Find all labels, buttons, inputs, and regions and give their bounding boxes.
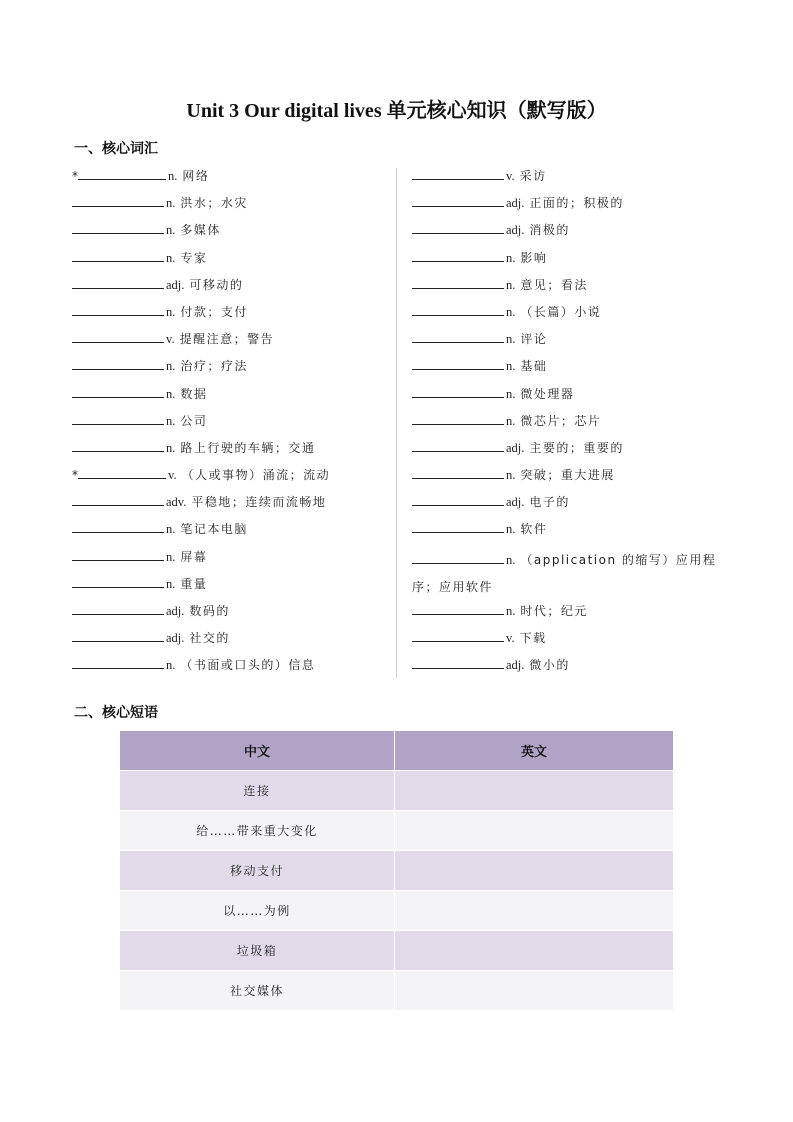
chinese-meaning: 笔记本电脑 bbox=[180, 522, 248, 537]
vocab-item bbox=[412, 356, 732, 383]
chinese-meaning: 消极的 bbox=[529, 223, 570, 238]
vocab-column-left bbox=[72, 166, 392, 683]
chinese-meaning: 可移动的 bbox=[189, 277, 244, 292]
phrase-row bbox=[120, 771, 674, 811]
chinese-meaning: 屏幕 bbox=[180, 549, 208, 564]
answer-blank[interactable] bbox=[412, 601, 504, 615]
answer-blank[interactable] bbox=[72, 356, 164, 370]
vocab-item bbox=[72, 492, 392, 519]
part-of-speech: n. bbox=[166, 304, 176, 319]
phrase-english-cell[interactable] bbox=[395, 851, 674, 891]
part-of-speech: n. bbox=[166, 223, 176, 238]
part-of-speech: n. bbox=[506, 604, 516, 619]
phrase-row bbox=[120, 811, 674, 851]
part-of-speech: n. bbox=[506, 332, 516, 347]
vocab-item bbox=[412, 465, 732, 492]
chinese-meaning: 基础 bbox=[520, 359, 548, 374]
answer-blank[interactable] bbox=[412, 465, 504, 479]
answer-blank[interactable] bbox=[72, 628, 164, 642]
part-of-speech: adj. bbox=[506, 495, 525, 510]
answer-blank[interactable] bbox=[72, 547, 164, 561]
chinese-meaning: 付款；支付 bbox=[180, 304, 248, 319]
answer-blank[interactable] bbox=[412, 220, 504, 234]
part-of-speech: adj. bbox=[166, 631, 185, 646]
vocab-item bbox=[72, 411, 392, 438]
part-of-speech: n. bbox=[168, 169, 178, 183]
answer-blank[interactable] bbox=[78, 166, 166, 180]
vocab-item bbox=[72, 248, 392, 275]
vocab-item bbox=[72, 465, 392, 492]
answer-blank[interactable] bbox=[412, 492, 504, 506]
vocab-item bbox=[412, 655, 732, 682]
vocab-item bbox=[72, 547, 392, 574]
answer-blank[interactable] bbox=[412, 248, 504, 262]
vocab-item bbox=[412, 411, 732, 438]
chinese-meaning: 社交的 bbox=[189, 631, 230, 646]
answer-blank[interactable] bbox=[78, 465, 166, 479]
vocab-item bbox=[72, 193, 392, 220]
part-of-speech: adj. bbox=[506, 440, 525, 455]
vocab-item bbox=[412, 193, 732, 220]
vocab-item bbox=[412, 220, 732, 247]
answer-blank[interactable] bbox=[72, 655, 164, 669]
answer-blank[interactable] bbox=[412, 438, 504, 452]
answer-blank[interactable] bbox=[72, 248, 164, 262]
answer-blank[interactable] bbox=[72, 574, 164, 588]
vocab-item bbox=[72, 302, 392, 329]
part-of-speech: n. bbox=[166, 196, 176, 211]
chinese-meaning: （人或事物）涌流；流动 bbox=[181, 468, 331, 483]
vocab-item bbox=[412, 519, 732, 546]
chinese-meaning: 主要的；重要的 bbox=[529, 440, 624, 455]
chinese-meaning: 洪水；水灾 bbox=[180, 196, 248, 211]
answer-blank[interactable] bbox=[412, 411, 504, 425]
header-english: 英文 bbox=[395, 731, 674, 771]
chinese-meaning: 评论 bbox=[520, 332, 548, 347]
vocab-item bbox=[412, 438, 732, 465]
part-of-speech: v. bbox=[506, 169, 515, 183]
part-of-speech: n. bbox=[166, 522, 176, 537]
vocab-item bbox=[72, 519, 392, 546]
chinese-meaning: 微小的 bbox=[529, 658, 570, 673]
answer-blank[interactable] bbox=[412, 302, 504, 316]
part-of-speech: n. bbox=[506, 386, 516, 401]
part-of-speech: n. bbox=[506, 413, 516, 428]
phrase-english-cell[interactable] bbox=[395, 891, 674, 931]
answer-blank[interactable] bbox=[412, 166, 504, 180]
phrase-chinese-cell: 连接 bbox=[120, 771, 395, 811]
vocab-item bbox=[412, 601, 732, 628]
page-title: Unit 3 Our digital lives 单元核心知识（默写版） bbox=[186, 100, 607, 122]
answer-blank[interactable] bbox=[72, 302, 164, 316]
part-of-speech: n. bbox=[166, 250, 176, 265]
vocab-item bbox=[72, 275, 392, 302]
phrase-chinese-cell: 垃圾箱 bbox=[120, 931, 395, 971]
phrase-chinese-cell: 给……带来重大变化 bbox=[120, 811, 395, 851]
answer-blank[interactable] bbox=[412, 519, 504, 533]
part-of-speech: adj. bbox=[506, 196, 525, 211]
vocab-item bbox=[412, 275, 732, 302]
vocab-item bbox=[72, 574, 392, 601]
phrase-english-cell[interactable] bbox=[395, 771, 674, 811]
part-of-speech: n. bbox=[166, 549, 176, 564]
part-of-speech: adj. bbox=[166, 277, 185, 292]
answer-blank[interactable] bbox=[72, 384, 164, 398]
part-of-speech: n. bbox=[166, 576, 176, 591]
phrase-row bbox=[120, 971, 674, 1011]
answer-blank[interactable] bbox=[72, 492, 164, 506]
answer-blank[interactable] bbox=[412, 628, 504, 642]
phrase-row bbox=[120, 931, 674, 971]
chinese-meaning: 专家 bbox=[180, 250, 208, 265]
star-marker: * bbox=[72, 468, 78, 483]
chinese-meaning: 下载 bbox=[519, 631, 547, 646]
chinese-meaning: 影响 bbox=[520, 250, 548, 265]
chinese-meaning: 多媒体 bbox=[180, 223, 221, 238]
answer-blank[interactable] bbox=[72, 193, 164, 207]
vocab-item bbox=[412, 248, 732, 275]
answer-blank[interactable] bbox=[412, 275, 504, 289]
chinese-meaning: 公司 bbox=[180, 413, 208, 428]
answer-blank[interactable] bbox=[72, 601, 164, 615]
chinese-meaning: 提醒注意；警告 bbox=[179, 332, 275, 347]
star-marker: * bbox=[72, 169, 78, 183]
answer-blank[interactable] bbox=[72, 519, 164, 533]
answer-blank[interactable] bbox=[412, 329, 504, 343]
chinese-meaning: 数码的 bbox=[189, 604, 230, 618]
chinese-meaning: 数据 bbox=[180, 386, 208, 401]
answer-blank[interactable] bbox=[412, 384, 504, 398]
part-of-speech: n. bbox=[166, 658, 176, 673]
phrase-english-cell[interactable] bbox=[395, 931, 674, 971]
answer-blank[interactable] bbox=[72, 438, 164, 452]
vocab-item bbox=[72, 655, 392, 682]
part-of-speech: v. bbox=[506, 631, 515, 646]
phrase-english-cell[interactable] bbox=[395, 971, 674, 1011]
chinese-meaning: 治疗；疗法 bbox=[180, 359, 248, 374]
answer-blank[interactable] bbox=[412, 550, 504, 564]
chinese-meaning: （application 的缩写）应用程序；应用软件 bbox=[412, 552, 717, 594]
chinese-meaning: 路上行驶的车辆；交通 bbox=[180, 440, 316, 455]
part-of-speech: n. bbox=[506, 359, 516, 374]
part-of-speech: n. bbox=[506, 277, 516, 292]
part-of-speech: adv. bbox=[166, 495, 187, 510]
phrase-table-header bbox=[120, 731, 674, 771]
phrase-row bbox=[120, 851, 674, 891]
vocab-item bbox=[72, 628, 392, 655]
part-of-speech: n. bbox=[506, 250, 516, 265]
vocab-column-right bbox=[412, 166, 732, 683]
phrase-chinese-cell: 社交媒体 bbox=[120, 971, 395, 1011]
answer-blank[interactable] bbox=[412, 655, 504, 669]
part-of-speech: n. bbox=[506, 522, 516, 537]
part-of-speech: n. bbox=[166, 386, 176, 401]
chinese-meaning: （长篇）小说 bbox=[520, 304, 602, 319]
part-of-speech: n. bbox=[166, 440, 176, 455]
chinese-meaning: 网络 bbox=[182, 169, 210, 183]
chinese-meaning: 微处理器 bbox=[520, 386, 575, 401]
part-of-speech: n. bbox=[506, 304, 516, 319]
part-of-speech: v. bbox=[168, 468, 177, 483]
section-heading-vocabulary: 一、核心词汇 bbox=[74, 141, 158, 157]
chinese-meaning: 平稳地；连续而流畅地 bbox=[191, 495, 327, 510]
answer-blank[interactable] bbox=[72, 220, 164, 234]
part-of-speech: n. bbox=[506, 552, 516, 567]
answer-blank[interactable] bbox=[72, 411, 164, 425]
vocab-item bbox=[72, 220, 392, 247]
vocab-item bbox=[72, 166, 392, 193]
chinese-meaning: 电子的 bbox=[529, 495, 570, 510]
chinese-meaning: 突破；重大进展 bbox=[520, 468, 615, 483]
part-of-speech: v. bbox=[166, 332, 175, 347]
part-of-speech: n. bbox=[506, 468, 516, 483]
part-of-speech: adj. bbox=[166, 604, 185, 618]
vocab-item bbox=[72, 356, 392, 383]
answer-blank[interactable] bbox=[412, 193, 504, 207]
answer-blank[interactable] bbox=[412, 356, 504, 370]
vocab-item bbox=[72, 384, 392, 411]
phrase-row bbox=[120, 891, 674, 931]
vocab-item bbox=[412, 628, 732, 655]
part-of-speech: adj. bbox=[506, 658, 525, 673]
section-heading-phrases: 二、核心短语 bbox=[74, 705, 158, 721]
chinese-meaning: 采访 bbox=[519, 169, 547, 183]
vocab-item bbox=[412, 329, 732, 356]
header-chinese: 中文 bbox=[120, 731, 395, 771]
chinese-meaning: 意见；看法 bbox=[520, 277, 588, 292]
phrase-chinese-cell: 移动支付 bbox=[120, 851, 395, 891]
vocab-item bbox=[72, 438, 392, 465]
phrase-english-cell[interactable] bbox=[395, 811, 674, 851]
vocab-item bbox=[72, 329, 392, 356]
chinese-meaning: 正面的；积极的 bbox=[529, 196, 624, 211]
answer-blank[interactable] bbox=[72, 329, 164, 343]
vocab-item bbox=[412, 492, 732, 519]
chinese-meaning: （书面或口头的）信息 bbox=[180, 658, 316, 673]
part-of-speech: n. bbox=[166, 359, 176, 374]
vocab-item bbox=[72, 601, 392, 628]
chinese-meaning: 软件 bbox=[520, 522, 548, 537]
vocab-item bbox=[412, 166, 732, 193]
column-divider bbox=[396, 168, 397, 678]
answer-blank[interactable] bbox=[72, 275, 164, 289]
vocab-item bbox=[412, 384, 732, 411]
phrase-table bbox=[120, 731, 674, 1010]
part-of-speech: n. bbox=[166, 413, 176, 428]
vocab-item bbox=[412, 302, 732, 329]
chinese-meaning: 时代；纪元 bbox=[520, 604, 588, 619]
vocab-item bbox=[412, 547, 732, 601]
part-of-speech: adj. bbox=[506, 223, 525, 238]
chinese-meaning: 微芯片；芯片 bbox=[520, 413, 602, 428]
chinese-meaning: 重量 bbox=[180, 576, 208, 591]
phrase-chinese-cell: 以……为例 bbox=[120, 891, 395, 931]
